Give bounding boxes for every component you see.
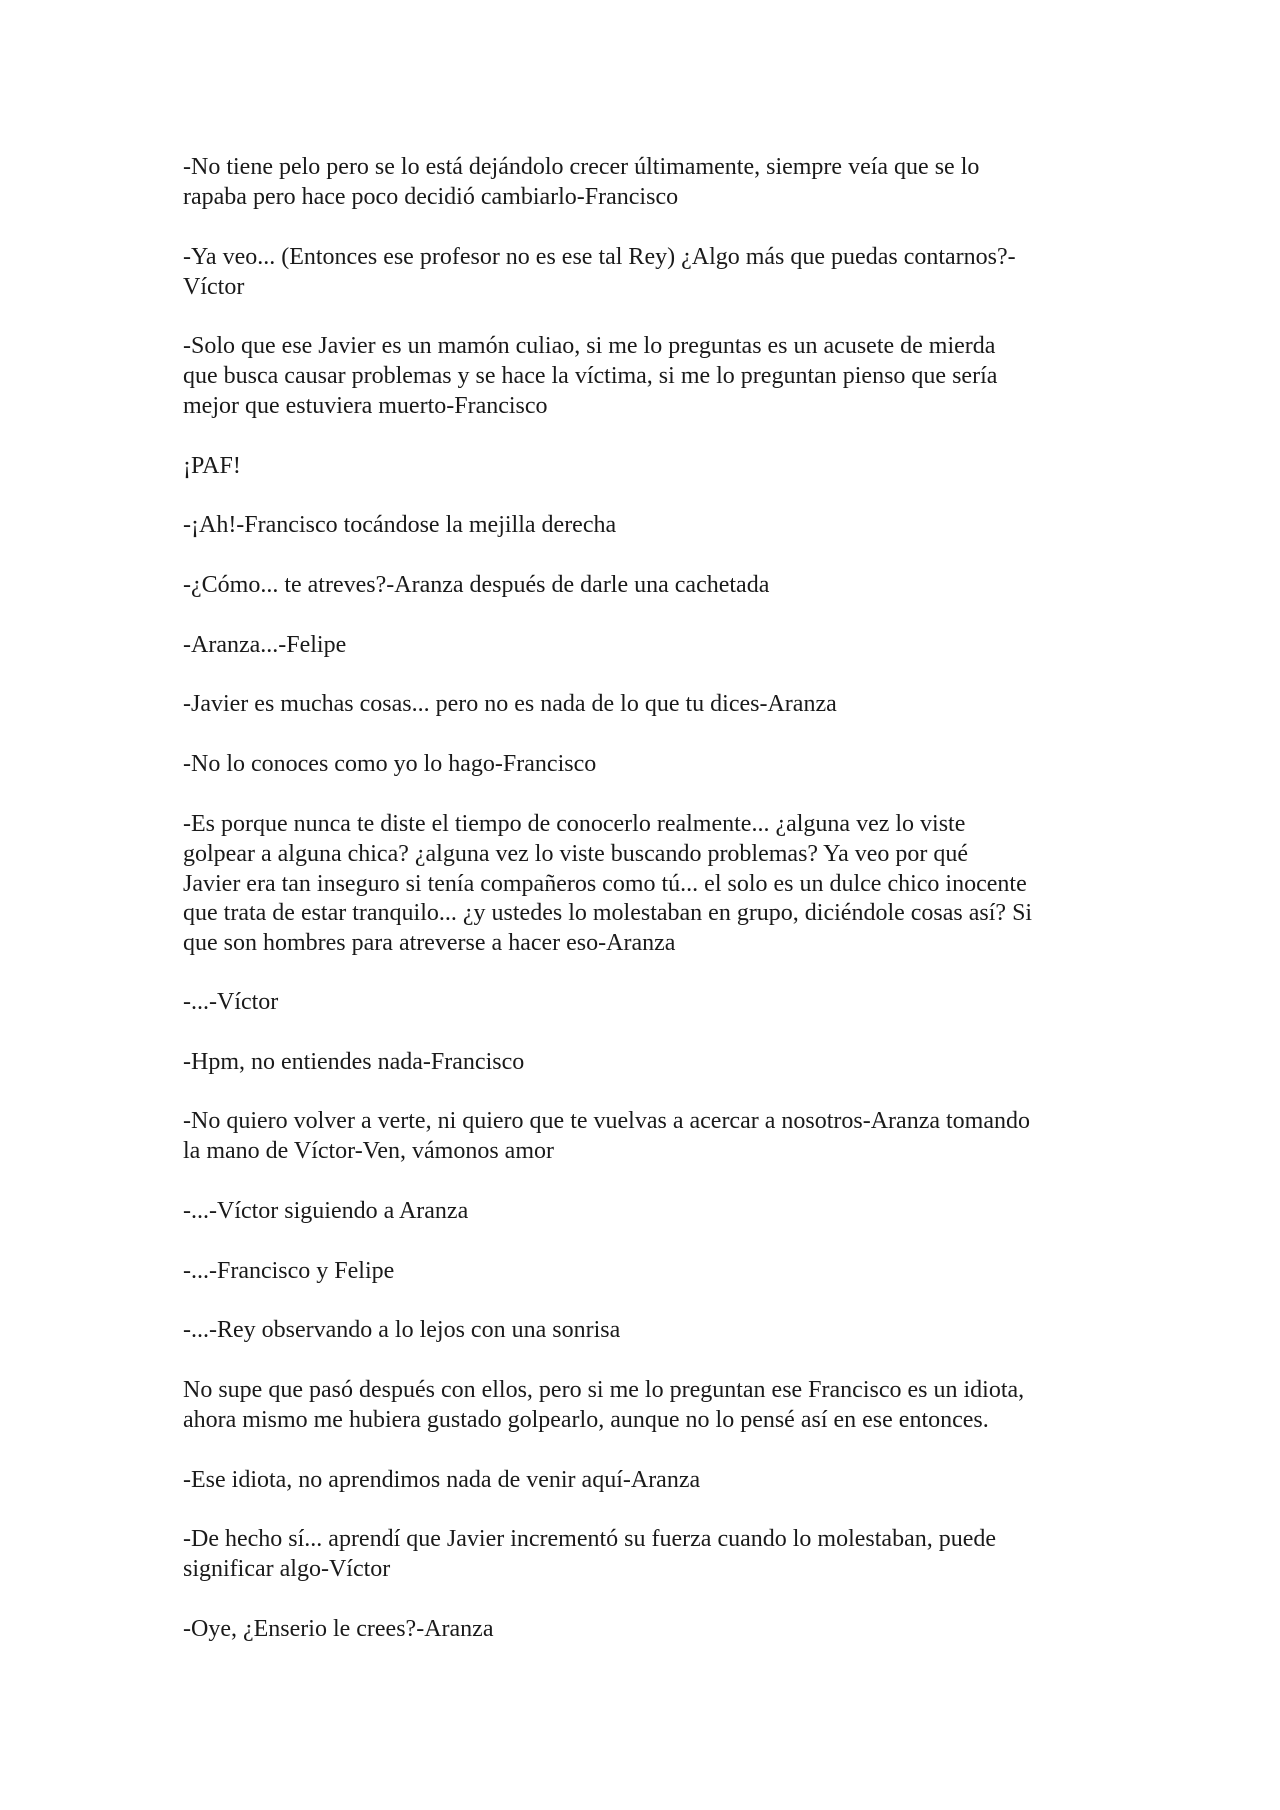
paragraph-francisco-hair	[183, 153, 1103, 213]
paragraph-victor-follows	[183, 1197, 1103, 1227]
paragraph-aranza-idiota	[183, 1466, 1103, 1496]
text-line: que busca causar problemas y se hace la víctima, si me lo preguntan pienso que sería	[183, 362, 998, 389]
text-line: -Hpm, no entiendes nada-Francisco	[183, 1049, 525, 1075]
paragraph-rey-observing	[183, 1316, 1103, 1346]
text-line: -No quiero volver a verte, ni quiero que te vuelvas a acercar a nosotros-Aranza tomando	[183, 1108, 1030, 1134]
text-line: -Javier es muchas cosas... pero no es nada de lo que tu dices-Aranza	[183, 691, 837, 717]
text-line: -...-Víctor siguiendo a Aranza	[183, 1198, 469, 1224]
text-line: -Es porque nunca te diste el tiempo de conocerlo realmente... ¿alguna vez lo viste	[183, 811, 966, 837]
paragraph-aranza-leave	[183, 1107, 1103, 1167]
text-line: ahora mismo me hubiera gustado golpearlo, aunque no lo pensé así en ese entonces.	[183, 1406, 989, 1433]
paragraph-francisco-ah	[183, 511, 1103, 541]
text-line: -No tiene pelo pero se lo está dejándolo crecer últimamente, siempre veía que se lo	[183, 154, 980, 180]
paragraph-aranza-como	[183, 571, 1103, 601]
paragraph-narration	[183, 1376, 1103, 1436]
text-line: significar algo-Víctor	[183, 1555, 391, 1582]
paragraph-felipe-aranza	[183, 631, 1103, 661]
text-line: No supe que pasó después con ellos, pero si me lo preguntan ese Francisco es un idiota,	[183, 1377, 1025, 1403]
text-line: -...-Víctor	[183, 989, 279, 1015]
paragraph-victor-question	[183, 243, 1103, 303]
text-line: rapaba pero hace poco decidió cambiarlo-Francisco	[183, 183, 679, 210]
paragraph-francisco-hpm	[183, 1048, 1103, 1078]
paragraph-victor-learned	[183, 1525, 1103, 1585]
text-line: -De hecho sí... aprendí que Javier incrementó su fuerza cuando lo molestaban, puede	[183, 1526, 997, 1552]
text-line: -Aranza...-Felipe	[183, 632, 347, 658]
text-line: -¡Ah!-Francisco tocándose la mejilla derecha	[183, 512, 617, 538]
text-line: golpear a alguna chica? ¿alguna vez lo viste buscando problemas? Ya veo por qué	[183, 840, 969, 867]
text-line: -¿Cómo... te atreves?-Aranza después de darle una cachetada	[183, 572, 770, 598]
text-line: -Solo que ese Javier es un mamón culiao, si me lo preguntas es un acusete de mierda	[183, 333, 996, 359]
text-line: ¡PAF!	[183, 453, 241, 479]
text-line: que trata de estar tranquilo... ¿y ustedes lo molestaban en grupo, diciéndole cosas así? Si	[183, 900, 1033, 927]
text-line: -Ya veo... (Entonces ese profesor no es ese tal Rey) ¿Algo más que puedas contarnos?-	[183, 244, 1016, 270]
text-line: que son hombres para atreverse a hacer eso-Aranza	[183, 930, 676, 957]
text-line: Víctor	[183, 273, 245, 300]
paragraph-aranza-speech	[183, 810, 1103, 959]
text-line: -No lo conoces como yo lo hago-Francisco	[183, 751, 597, 777]
text-line: Javier era tan inseguro si tenía compañeros como tú... el solo es un dulce chico inocente	[183, 870, 1027, 897]
text-line: -...-Francisco y Felipe	[183, 1258, 395, 1284]
paragraph-paf	[183, 452, 1103, 482]
text-line: -Oye, ¿Enserio le crees?-Aranza	[183, 1616, 494, 1642]
paragraph-francisco-insult	[183, 332, 1103, 421]
paragraph-victor-silence	[183, 988, 1103, 1018]
paragraph-francisco-felipe	[183, 1257, 1103, 1287]
paragraph-aranza-javier	[183, 690, 1103, 720]
text-line: mejor que estuviera muerto-Francisco	[183, 392, 548, 419]
text-line: -...-Rey observando a lo lejos con una sonrisa	[183, 1317, 621, 1343]
text-line: -Ese idiota, no aprendimos nada de venir aquí-Aranza	[183, 1467, 701, 1493]
paragraph-aranza-enserio	[183, 1615, 1103, 1645]
paragraph-francisco-conoces	[183, 750, 1103, 780]
text-line: la mano de Víctor-Ven, vámonos amor	[183, 1137, 554, 1164]
